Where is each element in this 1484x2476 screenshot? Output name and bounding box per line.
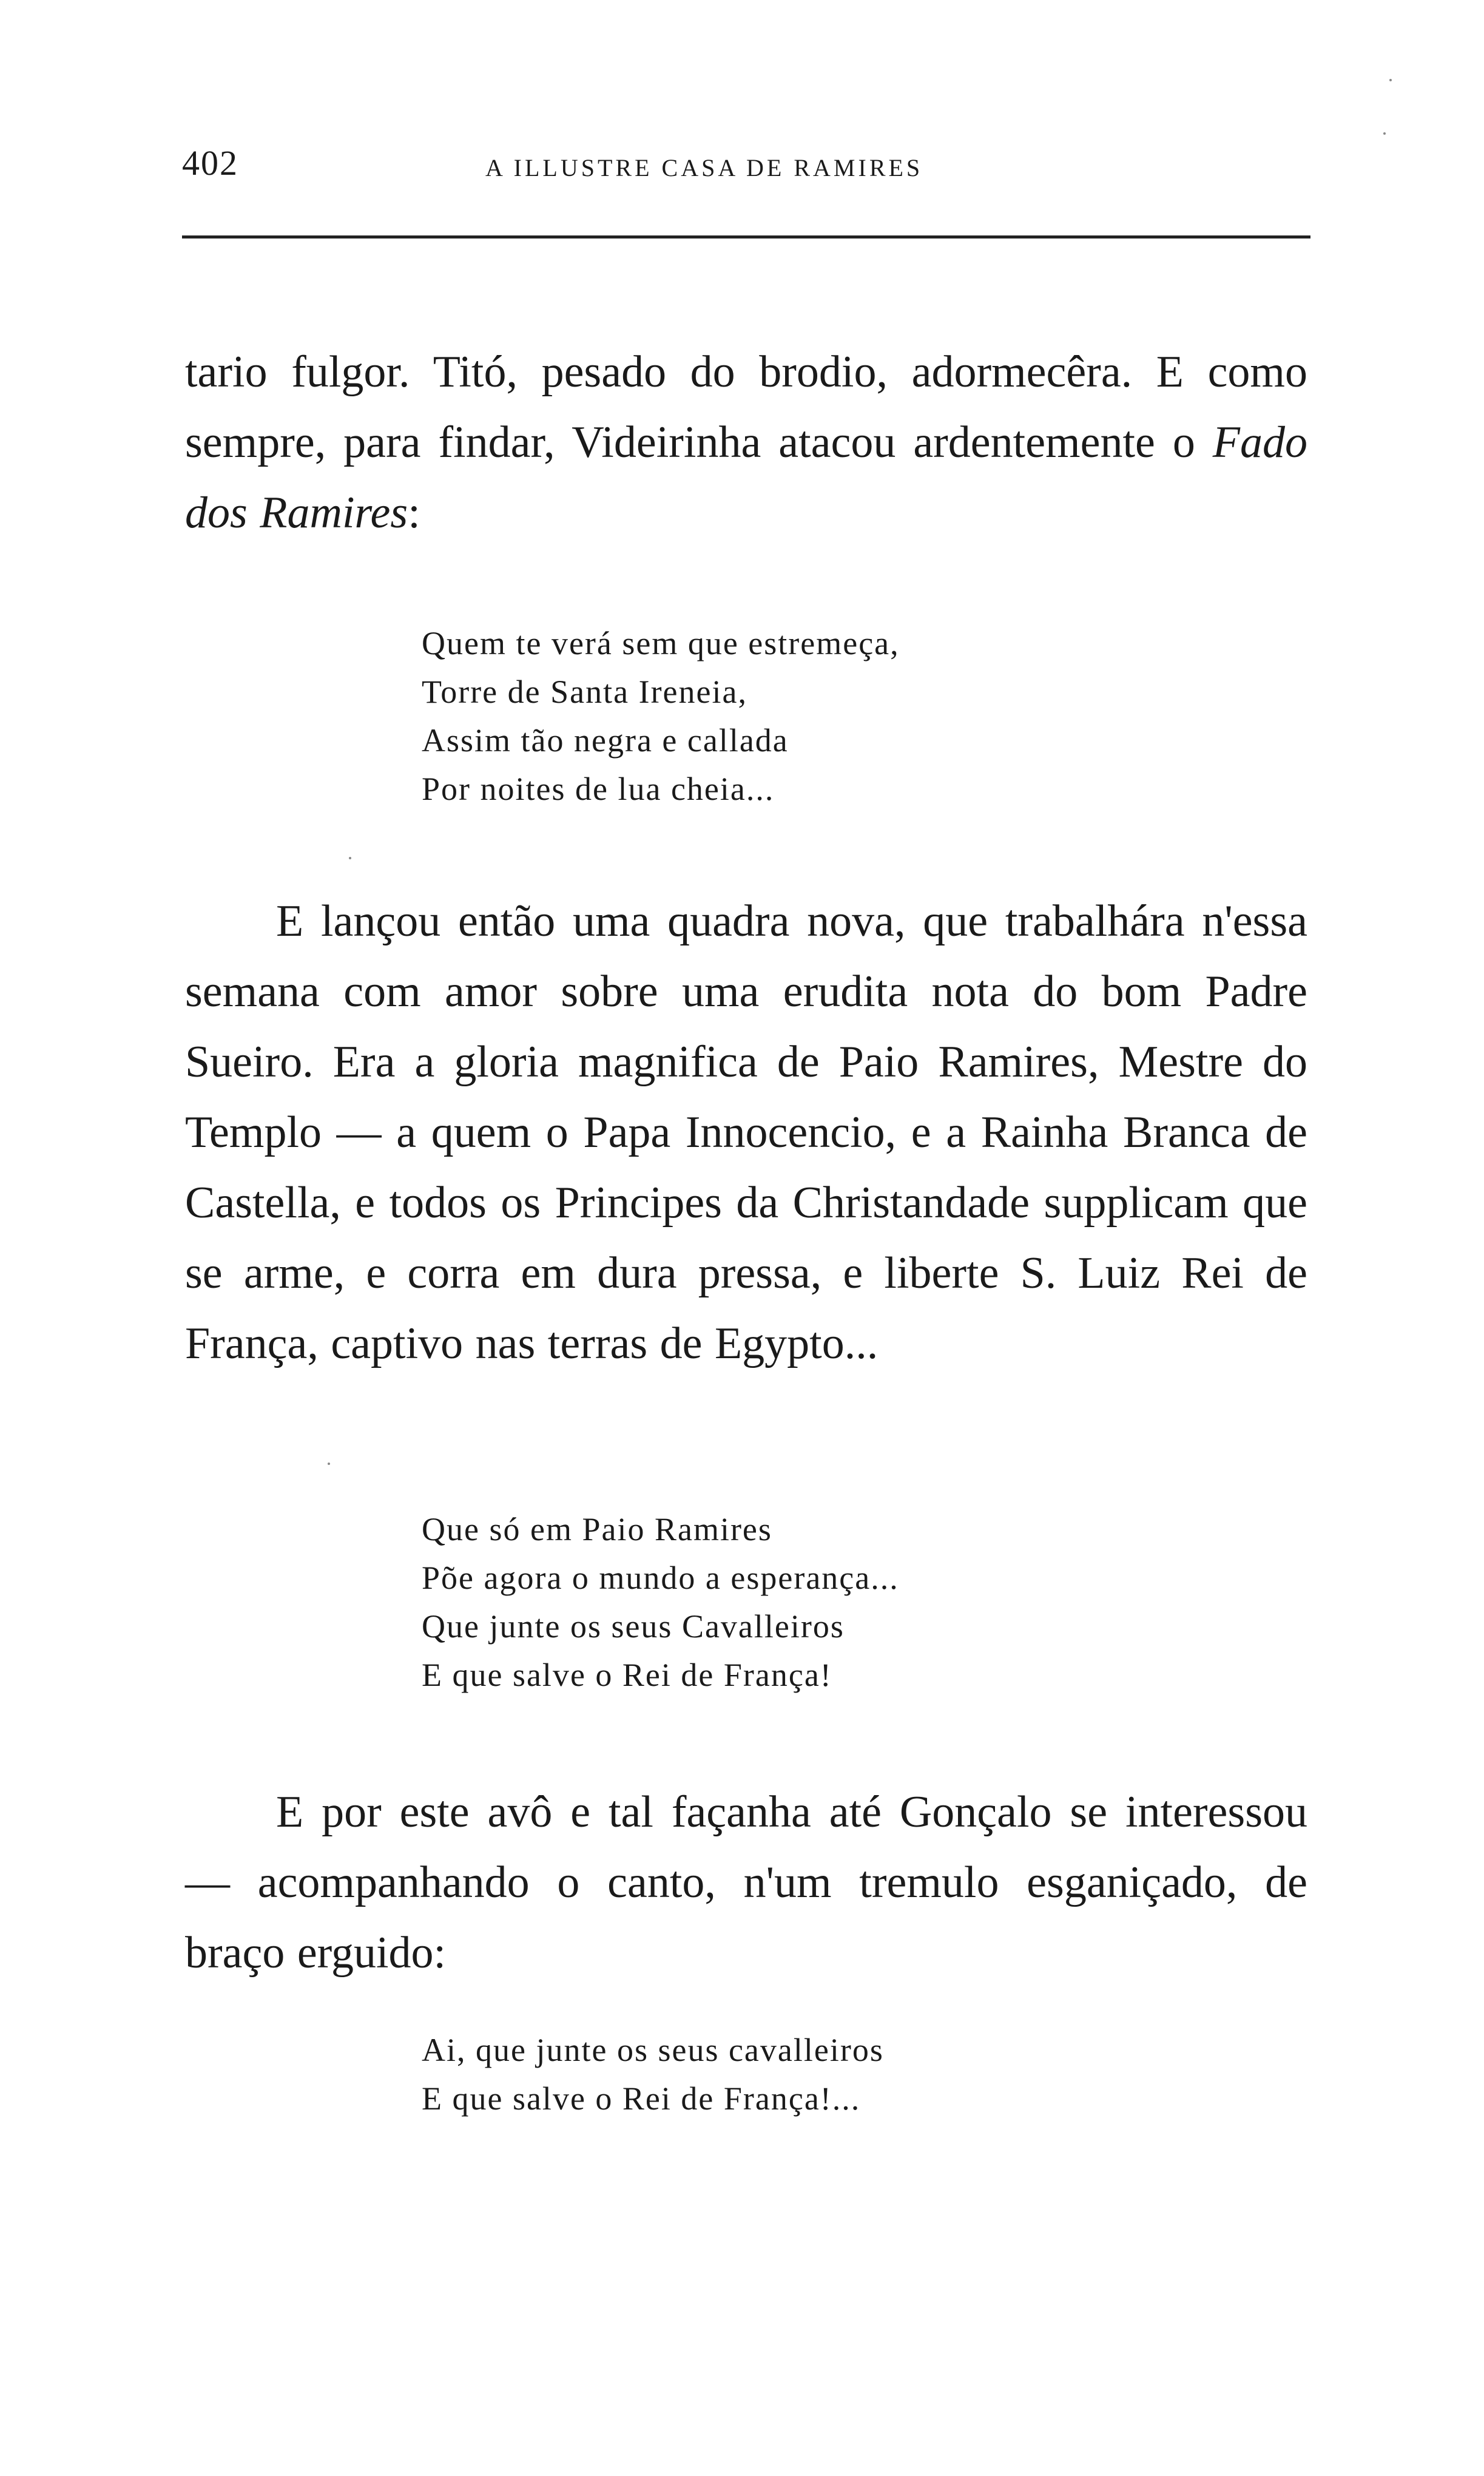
page-header <box>182 143 1310 197</box>
fado-title: Fado dos Ramires <box>185 418 1307 538</box>
paper-speck <box>349 857 351 859</box>
paragraph-3: E por este avô e tal façanha até Gonçalo se interessou — acompanhando o canto, n'um tremulo esganiçado, de braço erguido: <box>185 1787 1307 1978</box>
paper-speck <box>328 1463 330 1465</box>
paragraph-1-text: tario fulgor. Titó, pesado do brodio, adormecêra. E como sempre, para findar, Videirinha atacou ardentemente o <box>185 347 1307 467</box>
verse-2 <box>422 1505 1210 1699</box>
page-number: 402 <box>182 143 238 183</box>
verse-line: Ai, que junte os seus cavalleiros <box>422 2032 884 2068</box>
verse-3 <box>422 2026 1210 2123</box>
verse-line: Põe agora o mundo a esperança... <box>422 1560 899 1596</box>
paper-speck <box>1389 79 1392 81</box>
verse-line: Assim tão negra e callada <box>422 722 789 759</box>
verse-line: E que salve o Rei de França!... <box>422 2080 861 2117</box>
verse-line: Torre de Santa Ireneia, <box>422 674 747 710</box>
header-rule <box>182 235 1310 238</box>
running-title: A ILLUSTRE CASA DE RAMIRES <box>485 154 923 181</box>
paragraph-1-end: : <box>408 488 420 538</box>
verse-line: Quem te verá sem que estremeça, <box>422 625 900 661</box>
paragraph-2: E lançou então uma quadra nova, que trabalhára n'essa semana com amor sobre uma erudita nota do bom Padre Sueiro. Era a gloria magnifica de Paio Ramires, Mestre do Templo — a quem o Papa Innocencio, e a Rainha Branca de Castella, e todos os Principes da Christandade supplicam que se arme, e corra em dura pressa, e liberte S. Luiz Rei de França, captivo nas terras de Egypto... <box>185 896 1307 1368</box>
verse-line: Que só em Paio Ramires <box>422 1511 772 1547</box>
paper-speck <box>1383 132 1386 135</box>
verse-1 <box>422 619 1210 813</box>
verse-line: Que junte os seus Cavalleiros <box>422 1608 845 1645</box>
paragraph-1 <box>185 337 1307 548</box>
verse-line: Por noites de lua cheia... <box>422 771 775 807</box>
verse-line: E que salve o Rei de França! <box>422 1657 832 1693</box>
